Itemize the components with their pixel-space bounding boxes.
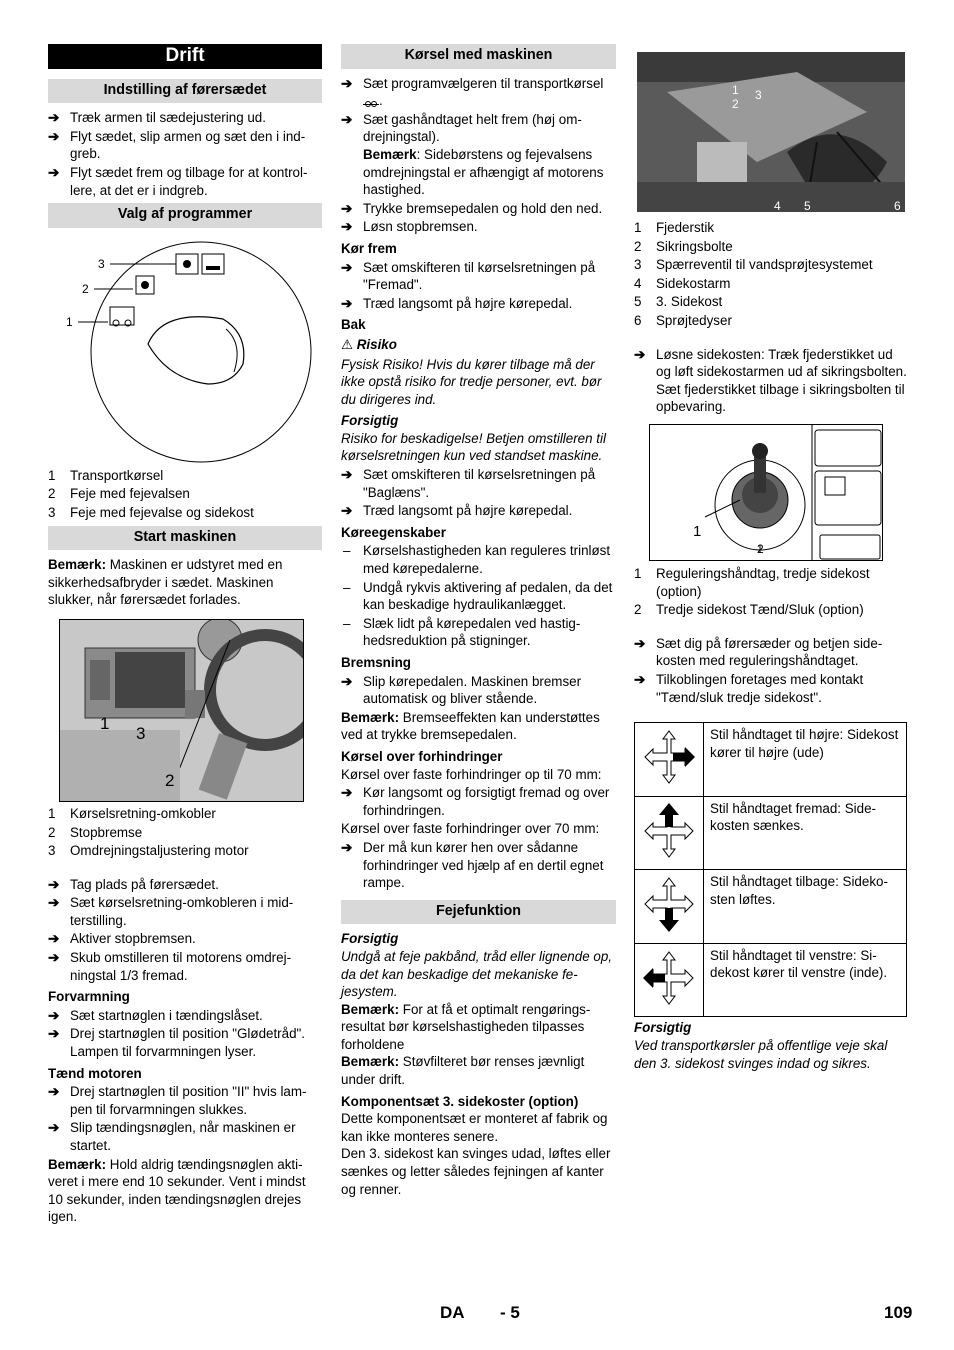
step: ➔ Sæt programvælgeren til transportkørsel .	[341, 75, 604, 109]
step: ➔ Sæt omskifteren til kørselsretningen på "Fremad".	[341, 259, 596, 293]
table-row	[635, 723, 907, 797]
arrow-icon: ➔	[48, 1084, 60, 1100]
section-title-sweep: Fejefunktion	[341, 900, 616, 925]
paragraph: Den 3. sidekost kan svinges udad, løftes eller sænkes og letter således fejningen af kanter og renner.	[341, 1146, 611, 1197]
arrow-icon: ➔	[341, 219, 353, 235]
figure-label: 1	[100, 713, 110, 733]
figure-label: 1	[66, 314, 73, 329]
table-row	[635, 870, 907, 944]
step: ➔ Sæt kørselsretning-omkobleren i midterstilling.	[48, 895, 294, 928]
figure-label: 3	[755, 88, 762, 102]
paragraph: Kørsel over faste forhindringer op til 70 mm:	[341, 766, 602, 782]
step: ➔ Sæt gashåndtaget helt frem (høj omdrejningstal). Bemærk: Sidebørstens og fejevalsens omdrejningstal er afhængigt af motorens hastighed.	[341, 111, 604, 198]
note: Bemærk: For at få et optimalt rengøringsresultat bør kørselshastigheden tilpasses forholdene	[341, 1001, 591, 1052]
step: ➔ Drej startnøglen til position "Glødetråd". Lampen til forvarmningen lyser.	[48, 1026, 306, 1060]
arrow-down-icon	[635, 870, 704, 944]
caution-text: Ved transportkørsler på offentlige veje skal den 3. sidekost svinges indad og sikres.	[634, 1038, 888, 1071]
subheading-forward: Kør frem	[341, 240, 397, 256]
caution-text: Risiko for beskadigelse! Betjen omstilleren til kørselsretningen kun ved standset maskine.	[341, 430, 606, 464]
note: Bemærk: Støvfilteret bør renses jævnligt under drift.	[341, 1054, 585, 1088]
arrow-icon: ➔	[48, 1007, 60, 1023]
paragraph: Dette komponentsæt er monteret af fabrik og kan ikke monteres senere.	[341, 1111, 608, 1144]
legend-item: 1 Transportkørsel	[48, 467, 164, 483]
legend-item: 2 Sikringsbolte	[634, 238, 733, 254]
legend-item: 1 Fjederstik	[634, 220, 715, 235]
arrow-icon: ➔	[48, 1026, 60, 1042]
step: ➔ Sæt omskifteren til kørselsretningen på "Baglæns".	[341, 467, 596, 500]
arrow-icon: ➔	[48, 1120, 60, 1136]
step: ➔ Løsne sidekosten: Træk fjederstikket ud og løft sidekostarmen ud af sikringsbolten. Sæt fjederstikket tilbage i sikringsbolten til opbevaring.	[634, 346, 907, 415]
arrow-icon: ➔	[341, 200, 353, 216]
column-1	[48, 44, 322, 1226]
table-row	[635, 796, 907, 870]
column-3	[634, 52, 907, 1072]
arrow-icon: ➔	[341, 295, 353, 311]
subheading-properties: Køreegenskaber	[341, 524, 446, 540]
legend-item: 4 Sidekostarm	[634, 275, 731, 291]
joystick-table	[634, 722, 907, 1017]
step: ➔ Træd langsomt på højre kørepedal.	[341, 295, 573, 311]
note: Bemærk: Hold aldrig tændingsnøglen aktiveret i mere end 10 sekunder. Vent i mindst 10 sekunder, inden tændingsnøglen drejes igen.	[48, 1156, 306, 1225]
side-brush-photo	[637, 52, 905, 212]
figure-label: 3	[98, 256, 105, 271]
note: Bemærk: Maskinen er udstyret med en sikkerhedsafbryder i sædet. Maskinen slukker, når førersædet forlades.	[48, 557, 283, 608]
subheading-kit: Komponentsæt 3. sidekoster (option)	[341, 1093, 579, 1109]
step: ➔ Sæt dig på førersæder og betjen sidekosten med reguleringshåndtaget.	[634, 635, 883, 669]
subheading-preheat: Forvarmning	[48, 989, 130, 1005]
arrow-icon: ➔	[341, 503, 353, 519]
step: ➔ Sæt startnøglen i tændingslåset.	[48, 1007, 263, 1023]
step: ➔ Løsn stopbremsen.	[341, 219, 478, 235]
section-title-drive: Kørsel med maskinen	[341, 44, 616, 69]
step: ➔ Træk armen til sædejustering ud.	[48, 110, 266, 126]
arrow-icon: ➔	[48, 128, 60, 144]
legend-item: 3 Spærreventil til vandsprøjtesystemet	[634, 257, 873, 273]
arrow-icon: ➔	[634, 671, 646, 687]
transport-icon	[363, 92, 379, 105]
joystick-figure	[649, 424, 883, 561]
step: ➔ Tag plads på førersædet.	[48, 876, 219, 892]
subheading-reverse: Bak	[341, 317, 366, 333]
note: Bemærk: Bremseeffekten kan understøttes ved at trykke bremsepedalen.	[341, 709, 600, 743]
arrow-icon: ➔	[341, 839, 353, 855]
footer-page-number: 109	[884, 1303, 913, 1322]
step: ➔ Flyt sædet, slip armen og sæt den i indgreb.	[48, 128, 306, 162]
legend-item: 5 3. Sidekost	[634, 294, 723, 310]
arrow-icon: ➔	[634, 346, 646, 362]
list-item: – Slæk lidt på kørepedalen ved hastighedsreduktion på stigninger.	[343, 615, 581, 649]
arrow-icon: ➔	[341, 111, 353, 127]
program-selector-figure	[48, 234, 322, 466]
legend-item: 1 Reguleringshåndtag, tredje sidekost (option)	[634, 565, 870, 599]
step: ➔ Tilkoblingen foretages med kontakt "Tænd/sluk tredje sidekost".	[634, 671, 864, 705]
footer-section-page: - 5	[500, 1303, 520, 1322]
section-title-seat: Indstilling af førersædet	[48, 79, 322, 104]
table-cell: Stil håndtaget til højre: Sidekost kører til højre (ude)	[704, 723, 907, 797]
figure-label: 2	[732, 97, 739, 111]
dashboard-photo	[59, 619, 304, 802]
figure-label: 5	[804, 199, 811, 212]
main-title: Drift	[48, 44, 322, 69]
arrow-icon: ➔	[634, 635, 646, 651]
subheading-braking: Bremsning	[341, 655, 411, 670]
list-item: – Undgå rykvis aktivering af pedalen, da det kan beskadige hydraulikanlægget.	[343, 579, 613, 613]
paragraph: Kørsel over faste forhindringer over 70 mm:	[341, 821, 600, 837]
subheading-ignite: Tænd motoren	[48, 1065, 142, 1081]
step: ➔ Trykke bremsepedalen og hold den ned.	[341, 200, 603, 216]
arrow-icon: ➔	[48, 110, 60, 126]
caution-text: Undgå at feje pakbånd, tråd eller lignende op, da det kan beskadige det mekaniske fejesystem.	[341, 948, 612, 1000]
arrow-icon: ➔	[341, 673, 353, 689]
table-cell: Stil håndtaget tilbage: Sidekosten løftes.	[704, 870, 907, 944]
arrow-icon: ➔	[341, 259, 353, 275]
legend-item: 6 Sprøjtedyser	[634, 312, 732, 328]
arrow-icon: ➔	[341, 467, 353, 483]
arrow-icon: ➔	[48, 950, 60, 966]
subheading-obstacles: Kørsel over forhindringer	[341, 748, 503, 764]
figure-label: 2	[757, 541, 764, 556]
figure-label: 1	[693, 522, 702, 540]
legend-item: 2 Feje med fejevalsen	[48, 486, 190, 502]
table-cell: Stil håndtaget til venstre: Sidekost kører til venstre (inde).	[704, 943, 907, 1017]
step: ➔ Slip tændingsnøglen, når maskinen er startet.	[48, 1120, 296, 1153]
figure-label: 2	[165, 770, 175, 790]
caution-label: Forsigtig	[341, 931, 399, 947]
warning-icon: ⚠	[341, 336, 354, 352]
step: ➔ Drej startnøglen til position "II" hvis lampen til forvarmningen slukkes.	[48, 1084, 307, 1117]
arrow-icon: ➔	[341, 785, 353, 801]
arrow-icon: ➔	[48, 876, 60, 892]
figure-label: 3	[136, 723, 146, 743]
table-cell: Stil håndtaget fremad: Sidekosten sænkes.	[704, 796, 907, 870]
step: ➔ Flyt sædet frem og tilbage for at kontrollere, at det er i indgreb.	[48, 164, 308, 198]
list-item: – Kørselshastigheden kan reguleres trinløst med kørepedalerne.	[343, 543, 611, 577]
risk-text: Fysisk Risiko! Hvis du kører tilbage må der ikke opstå risiko for tredje personer, evt. bør du dirigeres ind.	[341, 356, 602, 407]
legend-item: 3 Omdrejningstaljustering motor	[48, 843, 249, 859]
step: ➔ Skub omstilleren til motorens omdrejningstal 1/3 fremad.	[48, 950, 292, 983]
figure-label: 4	[774, 199, 781, 212]
arrow-icon: ➔	[48, 931, 60, 947]
column-2	[341, 44, 616, 1198]
risk-label: ⚠ Risiko	[341, 336, 397, 352]
arrow-right-icon	[635, 723, 704, 797]
step: ➔ Slip kørepedalen. Maskinen bremser automatisk og bliver stående.	[341, 673, 582, 707]
step: ➔ Træd langsomt på højre kørepedal.	[341, 503, 573, 519]
legend-item: 1 Kørselsretning-omkobler	[48, 805, 216, 821]
step: ➔ Kør langsomt og forsigtigt fremad og over forhindringen.	[341, 785, 610, 818]
caution-label: Forsigtig	[634, 1020, 692, 1036]
table-row	[635, 943, 907, 1017]
caution-label: Forsigtig	[341, 413, 399, 429]
arrow-icon: ➔	[48, 895, 60, 911]
arrow-icon: ➔	[341, 75, 353, 91]
arrow-icon: ➔	[48, 164, 60, 180]
step: ➔ Aktiver stopbremsen.	[48, 931, 196, 947]
arrow-up-icon	[635, 796, 704, 870]
section-title-start: Start maskinen	[48, 526, 322, 551]
footer-language: DA	[440, 1303, 465, 1322]
legend-item: 2 Tredje sidekost Tænd/Sluk (option)	[634, 602, 864, 618]
legend-item: 3 Feje med fejevalse og sidekost	[48, 504, 254, 520]
step: ➔ Der må kun kører hen over sådanne forhindringer ved hjælp af en dertil egnet rampe.	[341, 839, 604, 891]
legend-item: 2 Stopbremse	[48, 824, 143, 840]
section-title-programs: Valg af programmer	[48, 203, 322, 228]
figure-label: 2	[82, 281, 89, 296]
figure-label: 1	[732, 83, 739, 97]
figure-label: 6	[894, 199, 901, 212]
arrow-left-icon	[635, 943, 704, 1017]
